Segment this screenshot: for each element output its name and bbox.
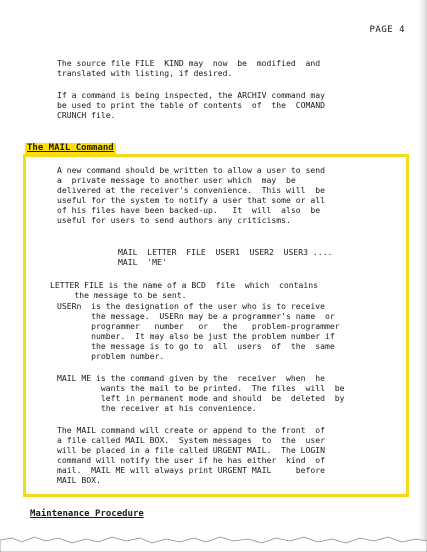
text-line: left in permanent mode and should be deleted by <box>57 393 345 404</box>
text-line: wants the mail to be printed. The files will be <box>57 383 345 394</box>
text-line: problem number. <box>57 351 165 362</box>
text-line: a private message to another user which may be <box>57 175 296 186</box>
text-line: CRUNCH file. <box>57 110 116 121</box>
syntax-line: MAIL LETTER FILE USER1 USER2 USER3 .... <box>118 247 333 257</box>
text-line: will be placed in a file called URGENT MAIL. The LOGIN <box>57 445 326 456</box>
text-line: LETTER FILE is the name of a BCD file which contains <box>50 280 319 290</box>
text-line: A new command should be written to allow a user to send <box>57 165 326 175</box>
text-line: If a command is being inspected, the ARCHIV command may <box>57 90 326 100</box>
text-line: USERn is the designation of the user who is to receive <box>57 301 326 311</box>
intro-paragraph-2 <box>57 90 325 120</box>
text-line: be used to print the table of contents of the COMAND <box>57 100 326 111</box>
text-line: The source file FILE KIND may now be modified and <box>57 58 321 68</box>
text-line: the message to be sent. <box>50 290 187 301</box>
text-line: of his files have been backed-up. It will also be <box>57 205 321 216</box>
syntax-line: MAIL 'ME' <box>118 257 167 268</box>
maintenance-heading: Maintenance Procedure <box>30 509 144 519</box>
text-line: The MAIL command will create or append to the front of <box>57 425 326 435</box>
mail-section-heading: The MAIL Command <box>27 143 114 153</box>
torn-page-edge <box>0 530 427 552</box>
text-line: a file called MAIL BOX. System messages to the user <box>57 435 326 446</box>
text-line: MAIL BOX. <box>57 475 101 486</box>
mail-syntax <box>118 247 332 267</box>
mail-me-definition <box>57 373 345 413</box>
letter-file-definition <box>50 280 318 300</box>
mail-closing-paragraph <box>57 425 325 486</box>
text-line: MAIL ME is the command given by the receiver when he <box>57 373 326 383</box>
page-number: PAGE 4 <box>369 25 405 35</box>
text-line: the message. USERn may be a programmer's name or <box>57 311 335 322</box>
text-line: programmer number or the problem-programmer <box>57 321 340 332</box>
text-line: useful for the system to notify a user that some or all <box>57 195 326 206</box>
text-line: the message is to go to all users of the same <box>57 341 335 352</box>
text-line: useful for users to send authors any criticisms. <box>57 215 291 226</box>
mail-intro-paragraph <box>57 165 325 226</box>
usern-definition <box>57 301 340 362</box>
text-line: delivered at the receiver's convenience. This will be <box>57 185 326 196</box>
text-line: translated with listing, if desired. <box>57 68 233 79</box>
intro-paragraph-1 <box>57 58 320 78</box>
text-line: the receiver at his convenience. <box>57 403 257 414</box>
text-line: mail. MAIL ME will always print URGENT MAIL before <box>57 465 326 476</box>
text-line: number. It may also be just the problem number if <box>57 331 335 342</box>
text-line: command will notify the user if he has either kind of <box>57 455 326 466</box>
